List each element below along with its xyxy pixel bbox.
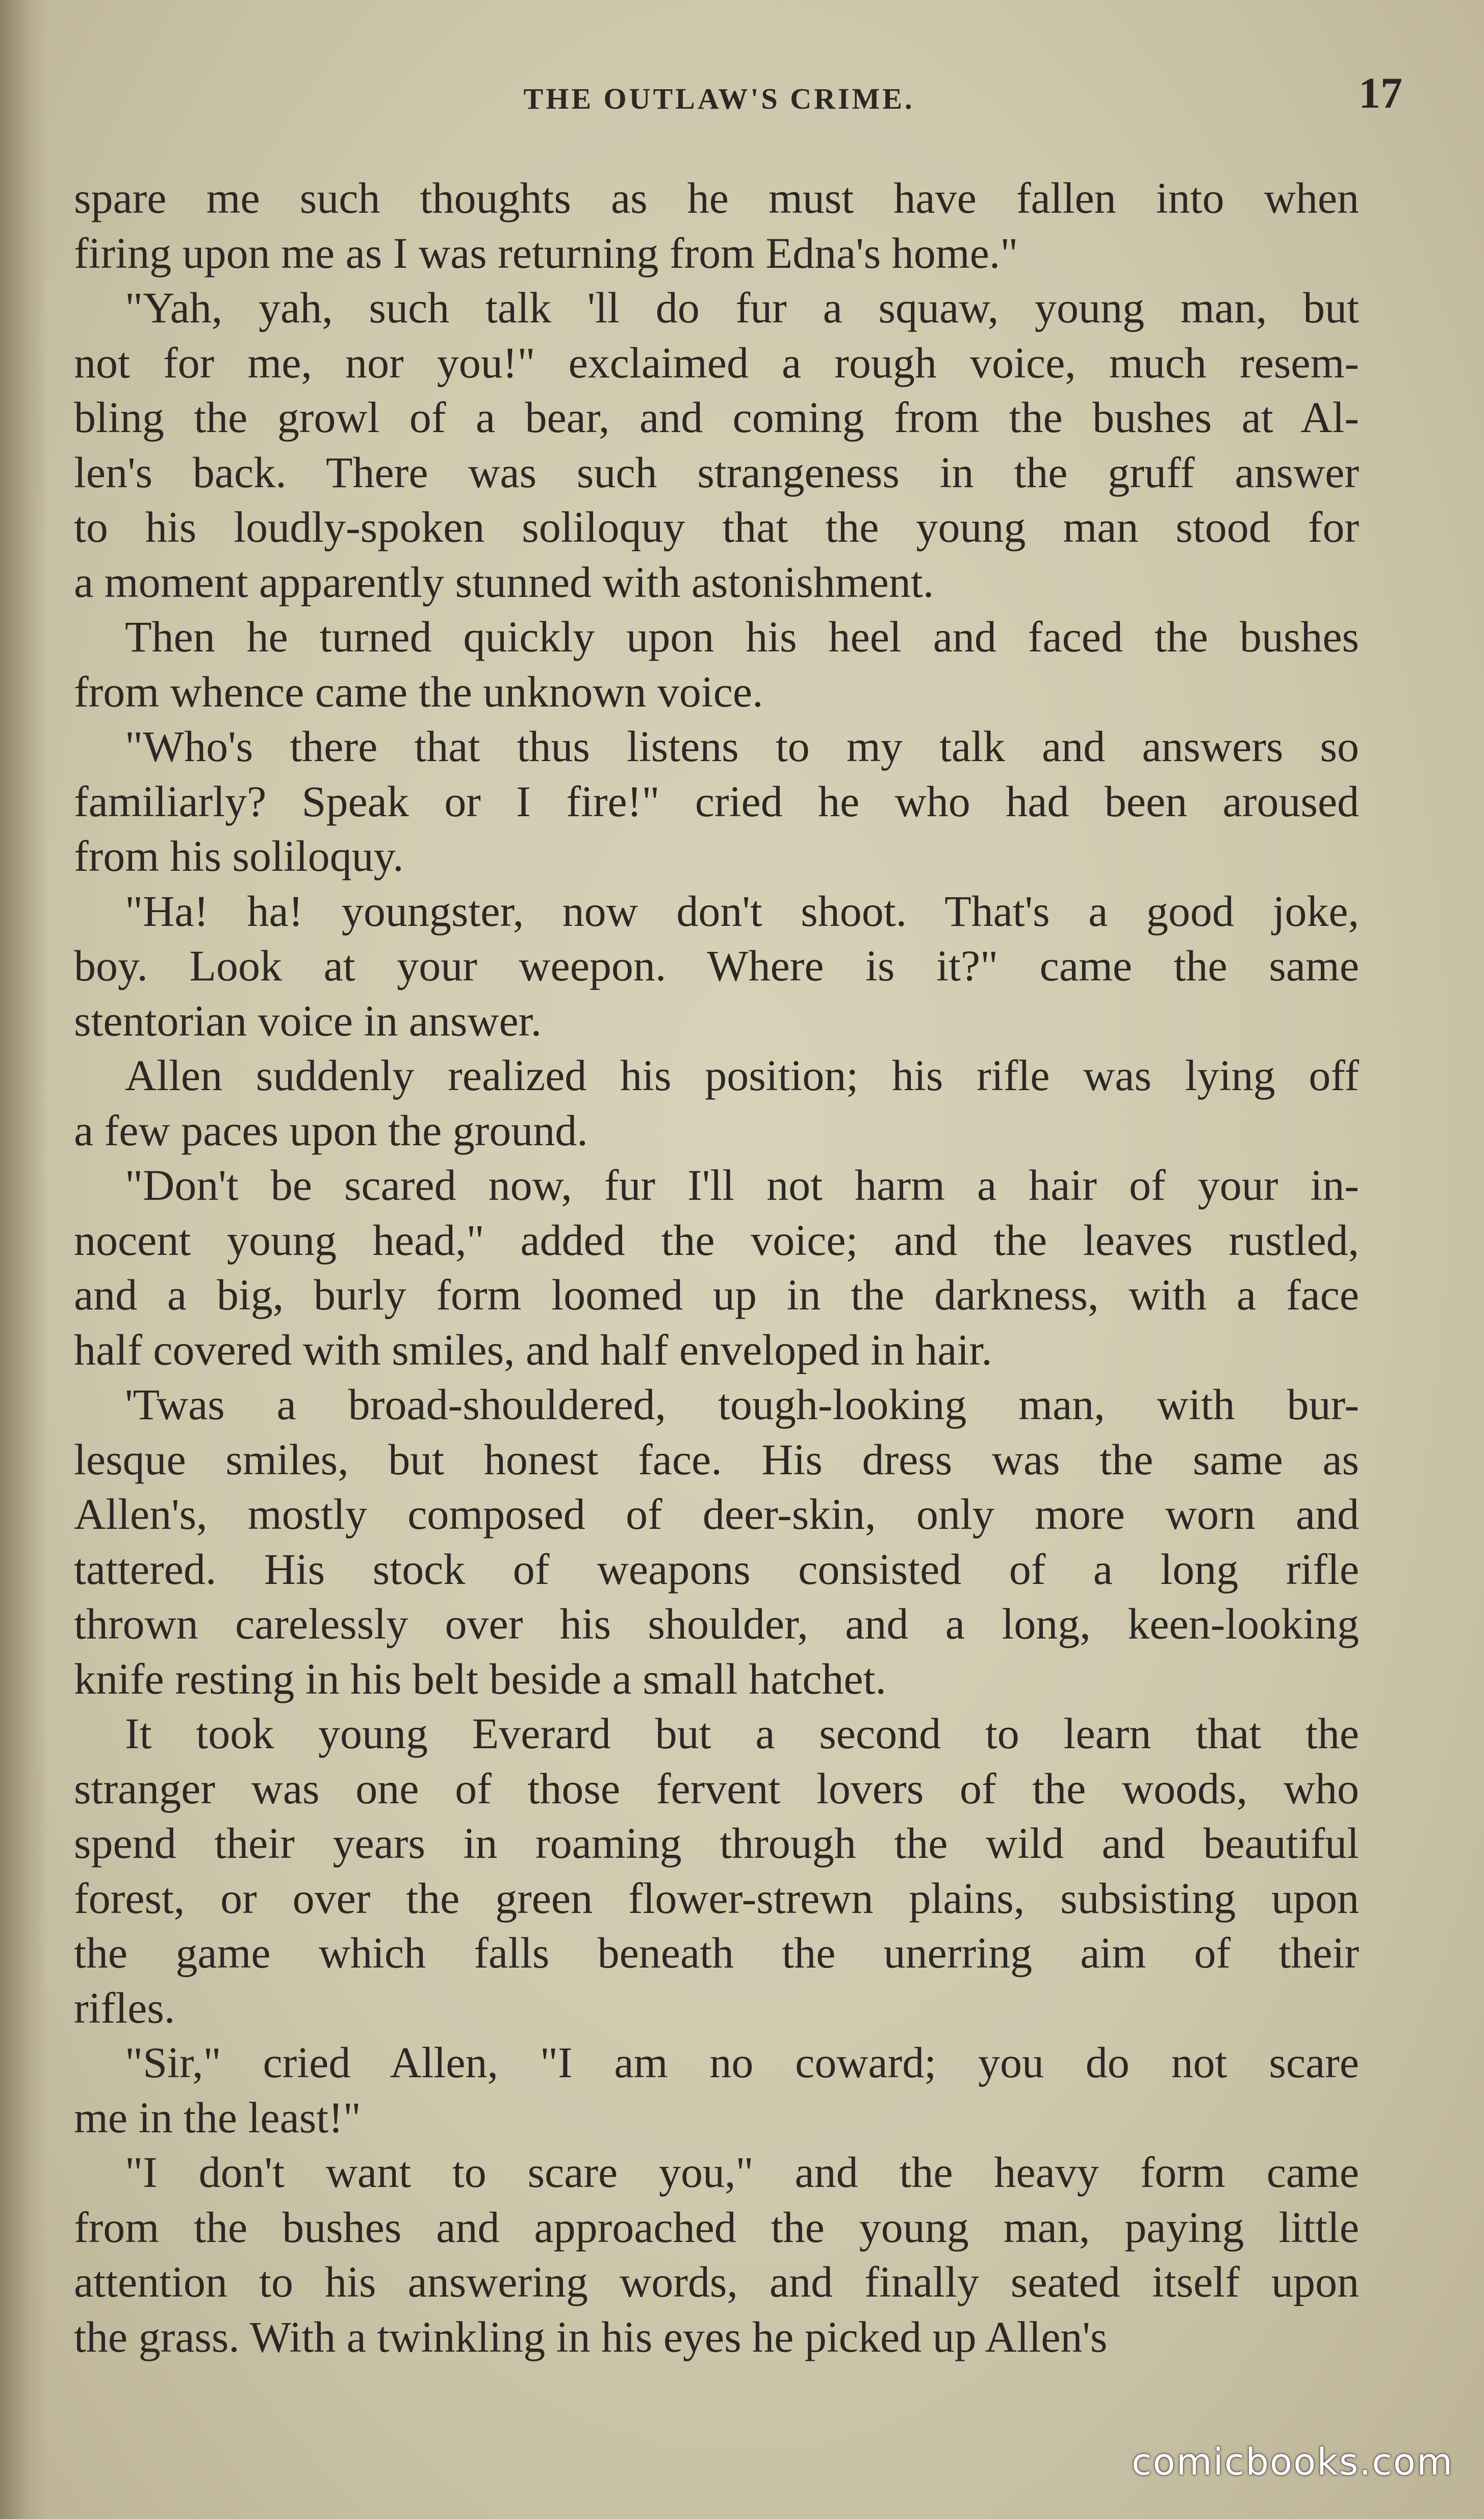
text-line	[74, 1487, 1359, 1542]
text-line	[74, 2035, 1359, 2090]
line-text: attention to his answering words, and finally seated itself upon	[74, 2257, 1359, 2306]
line-text: bling the growl of a bear, and coming from the bushes at Al-	[74, 393, 1359, 442]
paragraph	[74, 171, 1359, 281]
text-line	[74, 2145, 1359, 2200]
line-text: from the bushes and approached the young man, paying little	[74, 2202, 1359, 2252]
text-line	[74, 336, 1359, 391]
text-line	[74, 2310, 1359, 2365]
text-line	[74, 445, 1359, 500]
line-text: half covered with smiles, and half enveloped in hair.	[74, 1325, 992, 1374]
paragraph	[74, 610, 1359, 719]
text-line	[74, 1268, 1359, 1323]
line-text: spare me such thoughts as he must have fallen into when	[74, 173, 1359, 222]
text-line	[74, 1048, 1359, 1103]
text-line	[74, 171, 1359, 226]
paragraph	[74, 1048, 1359, 1158]
line-text: nocent young head," added the voice; and the leaves rustled,	[74, 1215, 1359, 1265]
paragraph	[74, 1377, 1359, 1706]
text-line	[74, 884, 1359, 939]
line-text: a moment apparently stunned with astonishment.	[74, 557, 934, 607]
text-line	[74, 500, 1359, 555]
watermark: comicbooks.com	[1131, 2440, 1453, 2483]
text-line	[74, 1542, 1359, 1597]
text-line	[74, 2255, 1359, 2310]
line-text: "Sir," cried Allen, "I am no coward; you do not scare	[125, 2038, 1359, 2087]
text-line	[74, 390, 1359, 445]
text-line	[74, 610, 1359, 665]
paragraph	[74, 2145, 1359, 2364]
line-text: "Ha! ha! youngster, now don't shoot. That's a good joke,	[125, 886, 1359, 936]
text-line	[74, 1981, 1359, 2036]
text-line	[74, 1213, 1359, 1268]
text-line	[74, 829, 1359, 884]
line-text: stranger was one of those fervent lovers of the woods, who	[74, 1764, 1359, 1813]
line-text: rifles.	[74, 1983, 175, 2032]
line-text: me in the least!"	[74, 2093, 361, 2142]
text-line	[74, 281, 1359, 336]
line-text: 'Twas a broad-shouldered, tough-looking man, with bur-	[125, 1380, 1359, 1429]
line-text: thrown carelessly over his shoulder, and a long, keen-looking	[74, 1599, 1359, 1648]
paragraph	[74, 719, 1359, 884]
line-text: forest, or over the green flower-strewn plains, subsisting upon	[74, 1873, 1359, 1923]
line-text: Allen's, mostly composed of deer-skin, only more worn and	[74, 1490, 1359, 1539]
line-text: lesque smiles, but honest face. His dress was the same as	[74, 1434, 1359, 1484]
text-line	[74, 1377, 1359, 1432]
text-line	[74, 1597, 1359, 1652]
line-text: tattered. His stock of weapons consisted of a long rifle	[74, 1544, 1359, 1594]
line-text: stentorian voice in answer.	[74, 996, 542, 1045]
text-line	[74, 1103, 1359, 1158]
text-line	[74, 665, 1359, 720]
line-text: "Don't be scared now, fur I'll not harm a hair of your in-	[125, 1161, 1359, 1210]
text-line	[74, 2200, 1359, 2255]
text-line	[74, 1652, 1359, 1707]
text-line	[74, 1761, 1359, 1817]
text-line	[74, 226, 1359, 281]
page-number: 17	[1359, 68, 1402, 117]
text-line	[74, 1432, 1359, 1488]
text-line	[74, 994, 1359, 1049]
line-text: and a big, burly form loomed up in the darkness, with a face	[74, 1270, 1359, 1319]
text-line	[74, 1816, 1359, 1871]
running-head: THE OUTLAW'S CRIME.	[523, 82, 915, 115]
text-line	[74, 1323, 1359, 1378]
line-text: spend their years in roaming through the wild and beautiful	[74, 1819, 1359, 1868]
line-text: the game which falls beneath the unerring aim of their	[74, 1928, 1359, 1977]
body-text	[74, 171, 1359, 2364]
line-text: boy. Look at your weepon. Where is it?" came the same	[74, 941, 1359, 990]
text-line	[74, 555, 1359, 610]
text-line	[74, 774, 1359, 829]
line-text: the grass. With a twinkling in his eyes he picked up Allen's	[74, 2312, 1108, 2361]
paragraph	[74, 884, 1359, 1049]
line-text: from whence came the unknown voice.	[74, 667, 763, 716]
line-text: len's back. There was such strangeness in the gruff answer	[74, 447, 1359, 497]
text-line	[74, 1158, 1359, 1213]
line-text: firing upon me as I was returning from Edna's home."	[74, 228, 1018, 278]
binding-shadow	[0, 0, 48, 2519]
line-text: knife resting in his belt beside a small hatchet.	[74, 1654, 886, 1703]
paragraph	[74, 2035, 1359, 2145]
line-text: "Yah, yah, such talk 'll do fur a squaw, young man, but	[125, 283, 1359, 332]
paragraph	[74, 1158, 1359, 1377]
line-text: It took young Everard but a second to learn that the	[125, 1709, 1359, 1758]
text-line	[74, 1706, 1359, 1761]
text-line	[74, 939, 1359, 994]
line-text: to his loudly-spoken soliloquy that the young man stood for	[74, 502, 1359, 551]
line-text: familiarly? Speak or I fire!" cried he who had been aroused	[74, 776, 1359, 826]
line-text: from his soliloquy.	[74, 832, 404, 880]
page-header	[71, 61, 1402, 117]
text-line	[74, 1926, 1359, 1981]
paragraph	[74, 281, 1359, 610]
text-line	[74, 719, 1359, 774]
line-text: Allen suddenly realized his position; his rifle was lying off	[125, 1051, 1359, 1100]
line-text: a few paces upon the ground.	[74, 1105, 588, 1155]
line-text: "Who's there that thus listens to my talk and answers so	[125, 722, 1359, 771]
text-line	[74, 2090, 1359, 2146]
text-line	[74, 1871, 1359, 1926]
line-text: "I don't want to scare you," and the heavy form came	[125, 2148, 1359, 2197]
line-text: Then he turned quickly upon his heel and faced the bushes	[125, 612, 1359, 661]
line-text: not for me, nor you!" exclaimed a rough voice, much resem-	[74, 338, 1359, 387]
paragraph	[74, 1706, 1359, 2035]
